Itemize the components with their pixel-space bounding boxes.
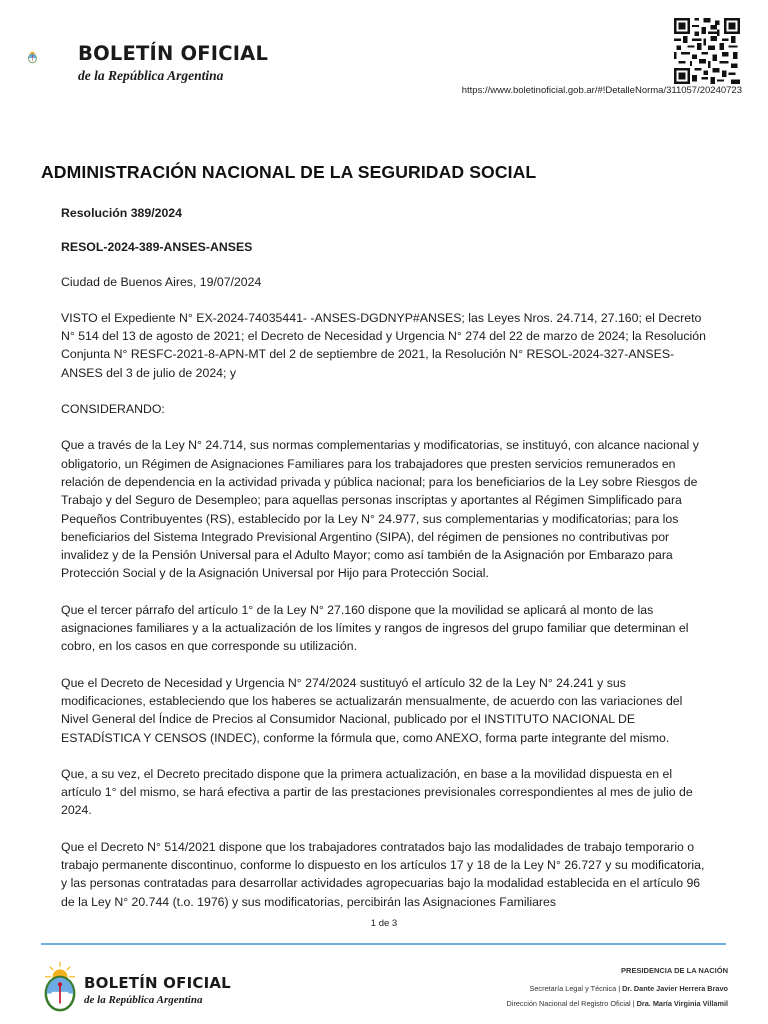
footer-brand-title: BOLETÍN OFICIAL — [84, 974, 231, 992]
registro-name: Dra. María Virginia Villamil — [636, 999, 728, 1008]
footer-line-registro: Dirección Nacional del Registro Oficial | Dra. María Virginia Villamil — [506, 999, 728, 1008]
agency-heading: ADMINISTRACIÓN NACIONAL DE LA SEGURIDAD SOCIAL — [41, 162, 537, 182]
brand-title: BOLETÍN OFICIAL — [78, 42, 269, 65]
paragraph: Que a través de la Ley N° 24.714, sus normas complementarias y modificatorias, se instituyó, con alcance nacional y obligatorio, un Régimen de Asignaciones Familiares para los trabajadores que presten servicios remunerados en relación de dependencia en la actividad privada y pública nacional; para los beneficiarios de la Ley sobre Riesgos de Trabajo y del Seguro de Desempleo; para aquellas personas inscriptas y aportantes al Régimen Simplificado para Pequeños Contribuyentes (RS), establecido por la Ley N° 24.977, sus complementarias y modificatorias; para los beneficiarios del Sistema Integrado Previsional Argentino (SIPA), del régimen de pensiones no contributivas por invalidez y de la Pensión Universal para el Adulto Mayor; como así también de la Asignación por Embarazo para Protección Social y de la Asignación Universal por Hijo para Protección Social. — [61, 438, 699, 581]
paragraph-visto: VISTO el Expediente N° EX-2024-74035441- -ANSES-DGDNYP#ANSES; las Leyes Nros. 24.714, 27.160; el Decreto N° 514 del 13 de agosto de 2021; el Decreto de Necesidad y Urgencia N° 274 del 22 de marzo de 2024; la Resolución Conjunta N° RESFC-2021-8-APN-MT del 2 de septiembre de 2021, la Resolución N° RESOL-2024-327-ANSES-ANSES del 3 de julio de 2024; y — [61, 310, 706, 380]
page-number: 1 de 3 — [370, 918, 398, 929]
secretaria-role: Secretaría Legal y Técnica — [529, 983, 617, 993]
qr-code-icon — [673, 18, 741, 84]
footer-brand — [84, 976, 231, 1006]
paragraph: Que el Decreto N° 514/2021 dispone que los trabajadores contratados bajo las modalidades de trabajo temporario o trabajo permanente discontinuo, conforme lo dispuesto en los artículos 17 y 18 de la Ley N° 26.727 y su modificatoria, y las personas contratadas para desarrollar actividades agropecuarias bajo la modalidad establecida en el artículo 96 de la Ley N° 20.744 (t.o. 1976) y sus modificatorias, percibirán las Asignaciones Familiares — [61, 839, 705, 909]
footer-divider — [41, 943, 726, 945]
brand-subtitle: de la República Argentina — [78, 67, 224, 83]
place-date: Ciudad de Buenos Aires, 19/07/2024 — [61, 274, 262, 289]
argentina-coat-of-arms-icon — [27, 26, 77, 88]
paragraph: Que el tercer párrafo del artículo 1° de la Ley N° 27.160 dispone que la movilidad se aplicará al monto de las asignaciones familiares y a la actualización de los límites y rangos de ingresos del grupo familiar que determinan el cobro, en los casos en que corresponde su utilización. — [61, 602, 689, 654]
paragraph-considerando: CONSIDERANDO: — [61, 402, 165, 417]
presidency-label: PRESIDENCIA DE LA NACIÓN — [621, 966, 728, 975]
footer-brand-subtitle: de la República Argentina — [84, 994, 203, 1006]
argentina-coat-of-arms-icon — [40, 960, 80, 1012]
secretaria-name: Dr. Dante Javier Herrera Bravo — [622, 983, 728, 993]
paragraph: Que, a su vez, el Decreto precitado dispone que la primera actualización, en base a la movilidad dispuesta en el artículo 1° del mismo, se hará efectiva a partir de las prestaciones previsionales correspondientes al mes de julio de 2024. — [61, 766, 693, 818]
header-brand — [78, 44, 268, 84]
registro-role: Dirección Nacional del Registro Oficial — [506, 999, 631, 1008]
footer-credits — [507, 963, 728, 1012]
footer-line-secretaria: Secretaría Legal y Técnica | Dr. Dante Javier Herrera Bravo — [529, 983, 728, 993]
paragraph: Que el Decreto de Necesidad y Urgencia N° 274/2024 sustituyó el artículo 32 de la Ley N° 24.241 y sus modificaciones, estableciendo que los haberes se actualizarán mensualmente, de acuerdo con las variaciones del Nivel General del Índice de Precios al Consumidor Nacional, publicado por el INSTITUTO NACIONAL DE ESTADÍSTICA Y CENSOS (INDEC), conforme la fórmula que, como ANEXO, forma parte integrante del mismo. — [61, 675, 683, 745]
document-body — [61, 204, 711, 929]
document-url[interactable]: https://www.boletinoficial.gob.ar/#!DetalleNorma/311057/20240723 — [461, 85, 742, 96]
resolution-reference: RESOL-2024-389-ANSES-ANSES — [61, 240, 253, 255]
resolution-number: Resolución 389/2024 — [61, 206, 182, 220]
